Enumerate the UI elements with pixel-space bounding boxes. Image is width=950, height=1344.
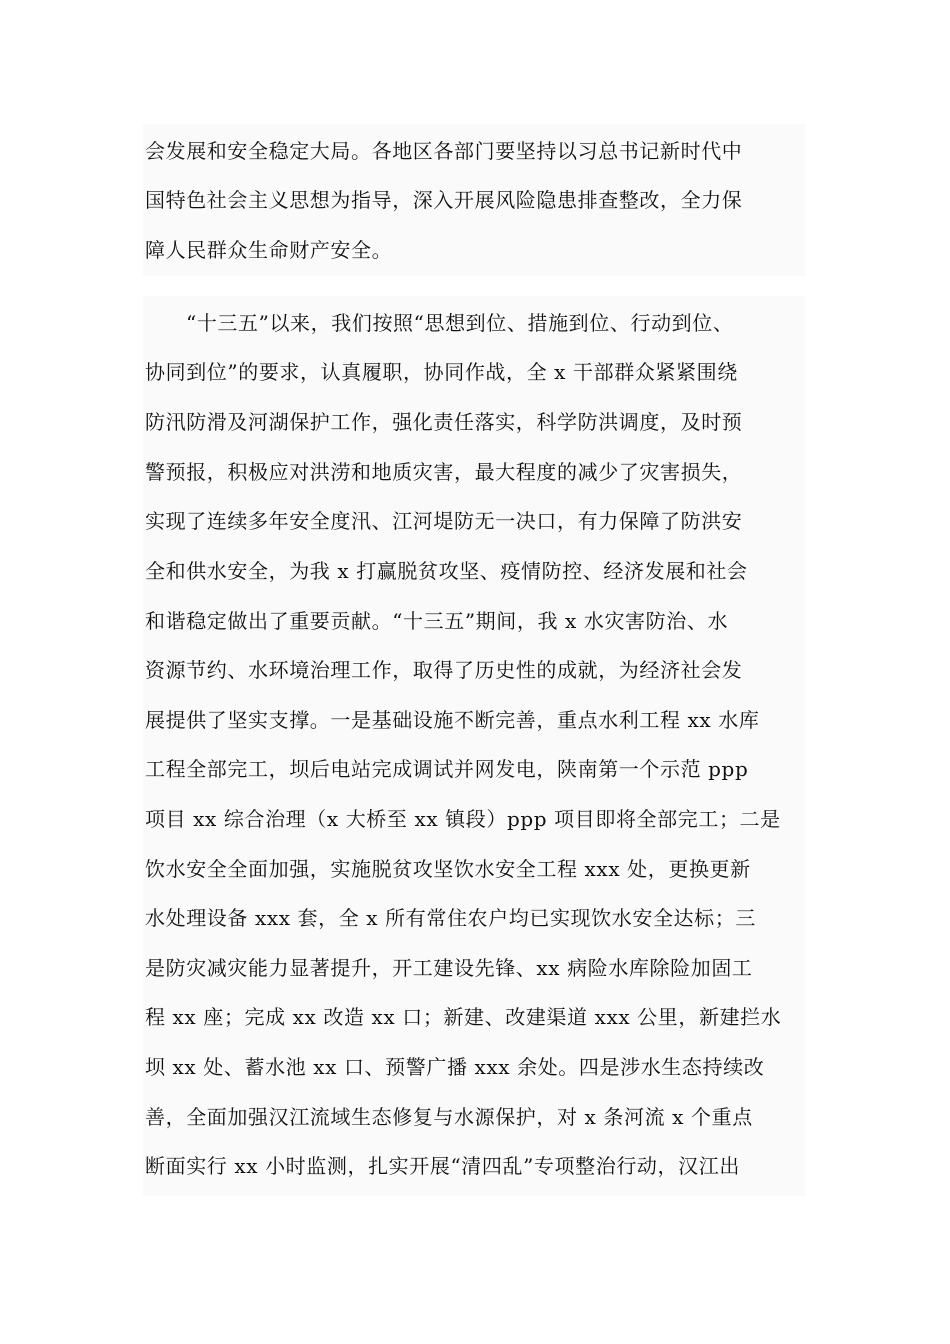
paragraph-1-line-3: 障人民群众生命财产安全。 <box>145 238 393 262</box>
paragraph-2-line-17: 善，全面加强汉江流域生态修复与水源保护，对 x 条河流 x 个重点 <box>145 1105 753 1129</box>
paragraph-2-line-3: 防汛防滑及河湖保护工作，强化责任落实，科学防洪调度，及时预 <box>145 410 743 434</box>
paragraph-2-line-8: 资源节约、水环境治理工作，取得了历史性的成就，为经济社会发 <box>145 658 743 682</box>
paragraph-2-line-10: 工程全部完工，坝后电站完成调试并网发电，陕南第一个示范 ppp <box>145 757 749 781</box>
paragraph-2-line-2: 协同到位”的要求，认真履职，协同作战，全 x 干部群众紧紧围绕 <box>145 360 738 384</box>
paragraph-2-line-14: 是防灾减灾能力显著提升，开工建设先锋、xx 病险水库除险加固工 <box>145 956 753 980</box>
paragraph-2-line-1: “十三五”以来，我们按照“思想到位、措施到位、行动到位、 <box>186 311 734 335</box>
paragraph-2-line-11: 项目 xx 综合治理（x 大桥至 xx 镇段）ppp 项目即将全部完工；二是 <box>145 807 781 831</box>
paragraph-1-line-2: 国特色社会主义思想为指导，深入开展风险隐患排查整改，全力保 <box>145 188 743 212</box>
paragraph-1-line-1: 会发展和安全稳定大局。各地区各部门要坚持以习总书记新时代中 <box>145 139 743 163</box>
paragraph-2-line-18: 断面实行 xx 小时监测，扎实开展“清四乱”专项整治行动，汉江出 <box>145 1154 740 1178</box>
paragraph-2-line-6: 全和供水安全，为我 x 打赢脱贫攻坚、疫情防控、经济发展和社会 <box>145 559 748 583</box>
paragraph-2-line-12: 饮水安全全面加强，实施脱贫攻坚饮水安全工程 xxx 处，更换更新 <box>145 857 751 881</box>
paragraph-2-line-9: 展提供了坚实支撑。一是基础设施不断完善，重点水利工程 xx 水库 <box>145 708 760 732</box>
paragraph-2-line-5: 实现了连续多年安全度汛、江河堤防无一决口，有力保障了防洪安 <box>145 509 743 533</box>
paragraph-2-line-13: 水处理设备 xxx 套，全 x 所有常住农户均已实现饮水安全达标；三 <box>145 906 756 930</box>
paragraph-2-line-15: 程 xx 座；完成 xx 改造 xx 口；新建、改建渠道 xxx 公里，新建拦水 <box>145 1005 782 1029</box>
paragraph-2-line-16: 坝 xx 处、蓄水池 xx 口、预警广播 xxx 余处。四是涉水生态持续改 <box>145 1055 765 1079</box>
paragraph-2-line-4: 警预报，积极应对洪涝和地质灾害，最大程度的减少了灾害损失， <box>145 460 743 484</box>
paragraph-2-line-7: 和谐稳定做出了重要贡献。“十三五”期间，我 x 水灾害防治、水 <box>145 609 729 633</box>
